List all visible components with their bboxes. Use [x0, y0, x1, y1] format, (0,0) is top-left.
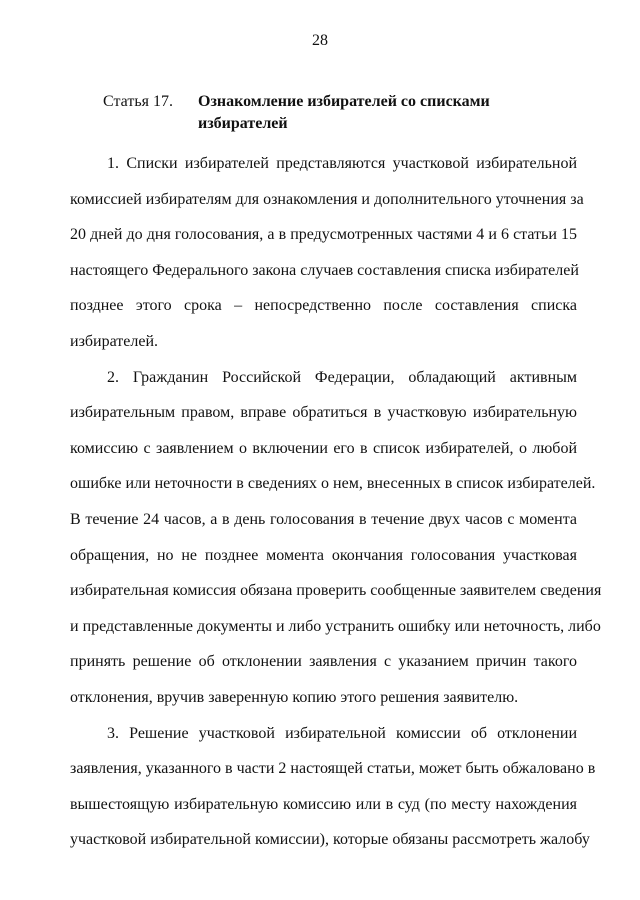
paragraph-line: комиссией избирателям для ознакомления и дополнительного уточнения за [70, 190, 584, 208]
article-body [70, 146, 602, 858]
paragraph-line: обращения, но не позднее момента окончания голосования участковая [70, 546, 577, 564]
paragraph-line: комиссию с заявлением о включении его в список избирателей, о любой [70, 439, 577, 457]
paragraph-line: 1. Списки избирателей представляются участковой избирательной [107, 155, 577, 172]
paragraph-line: настоящего Федерального закона случаев составления списка избирателей [70, 261, 579, 279]
article-label: Статья 17. [103, 93, 173, 110]
paragraph-2 [70, 360, 602, 716]
page-number: 28 [312, 32, 328, 49]
paragraph-1 [70, 146, 584, 360]
paragraph-line: 2. Гражданин Российской Федерации, обладающий активным [107, 368, 577, 386]
article-title [198, 91, 528, 135]
paragraph-line: избирательным правом, вправе обратиться в участковую избирательную [70, 404, 577, 422]
paragraph-line: В течение 24 часов, а в день голосования в течение двух часов с момента [70, 510, 577, 528]
paragraph-line: избирателей. [70, 332, 159, 350]
paragraph-line: отклонения, вручив заверенную копию этого решения заявителю. [70, 688, 519, 706]
article-title-line: Ознакомление избирателей со списками [198, 93, 490, 110]
paragraph-line: 20 дней до дня голосования, а в предусмотренных частями 4 и 6 статьи 15 [70, 226, 577, 244]
paragraph-line: участковой избирательной комиссии), которые обязаны рассмотреть жалобу [70, 831, 590, 849]
paragraph-line: и представленные документы и либо устранить ошибку или неточность, либо [70, 617, 601, 635]
article-heading [103, 91, 583, 135]
paragraph-line: позднее этого срока – непосредственно после составления списка [70, 297, 577, 315]
paragraph-line: принять решение об отклонении заявления с указанием причин такого [70, 653, 577, 671]
paragraph-3 [70, 716, 596, 858]
article-title-line: избирателей [198, 115, 288, 132]
paragraph-line: 3. Решение участковой избирательной комиссии об отклонении [107, 724, 577, 742]
paragraph-line: заявления, указанного в части 2 настоящей статьи, может быть обжаловано в [70, 760, 596, 778]
paragraph-line: вышестоящую избирательную комиссию или в суд (по месту нахождения [70, 795, 577, 813]
paragraph-line: ошибке или неточности в сведениях о нем, внесенных в список избирателей. [70, 475, 596, 493]
paragraph-line: избирательная комиссия обязана проверить сообщенные заявителем сведения [70, 582, 602, 600]
